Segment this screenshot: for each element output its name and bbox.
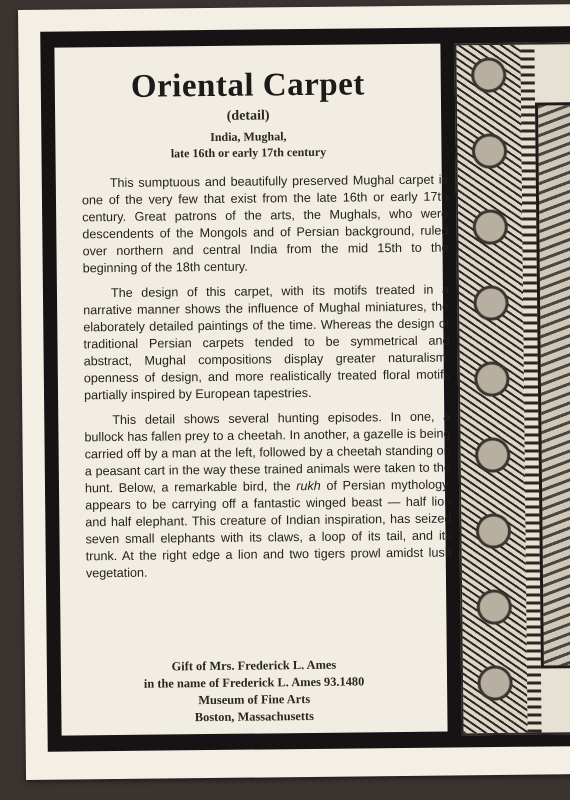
carpet-image xyxy=(454,41,570,735)
paragraph-3 xyxy=(84,408,452,582)
credit-name: in the name of Frederick L. Ames 93.1480 xyxy=(143,674,365,691)
paragraph-3-start: This detail shows several hunting episodes. In one, a bullock has fallen prey to a cheetah. In another, a gazelle is being carried off by a man at the left, followed by a cheetah standing on a peasant cart in the way these trained animals were taken to the hunt. Below, a remarkable bird, the xyxy=(84,409,451,496)
black-frame xyxy=(40,25,570,751)
origin-info xyxy=(55,127,441,163)
carpet-field xyxy=(535,101,570,668)
rukh-term: rukh xyxy=(296,478,321,494)
museum-label-card xyxy=(18,4,570,780)
paragraph-3-end: of Persian mythology, appears to be carrying off a fantastic winged beast — half lion and half elephant. This creature of Indian inspiration, has seized seven small elephants with its claws, a loop of its tail, and its trunk. At the right edge a lion and two tigers prowl amidst lush vegetation. xyxy=(85,477,452,581)
detail-note: (detail) xyxy=(226,108,270,124)
paragraph-2: The design of this carpet, with its motifs treated in a narrative manner shows the influence of Mughal miniatures, the elaborately detailed paintings of the time. Whereas the design of traditional Persian carpets tended to be symmetrical and abstract, Mughal compositions display greater naturalism, openness of design, and more realistically treated floral motifs partially inspired by European tapestries. xyxy=(83,282,450,403)
carpet-floral-border xyxy=(456,45,527,734)
credit-gift: Gift of Mrs. Frederick L. Ames xyxy=(171,657,337,674)
credit-city: Boston, Massachusetts xyxy=(194,708,315,725)
description xyxy=(82,172,452,591)
origin-line-2: late 16th or early 17th century xyxy=(170,144,327,161)
text-panel xyxy=(54,44,452,736)
paragraph-1: This sumptuous and beautifully preserved Mughal carpet is one of the very few that exist from the late 16th or early 17th century. Great patrons of the arts, the Mughals, who were descendents of the Mongols and of Persian background, ruled over northern and central India from the mid 15th to the beginning of the 18th century. xyxy=(81,172,449,276)
artwork-title: Oriental Carpet xyxy=(130,66,365,105)
origin-line-1: India, Mughal, xyxy=(210,129,287,144)
credit-line xyxy=(61,656,448,728)
credit-museum: Museum of Fine Arts xyxy=(198,691,311,708)
